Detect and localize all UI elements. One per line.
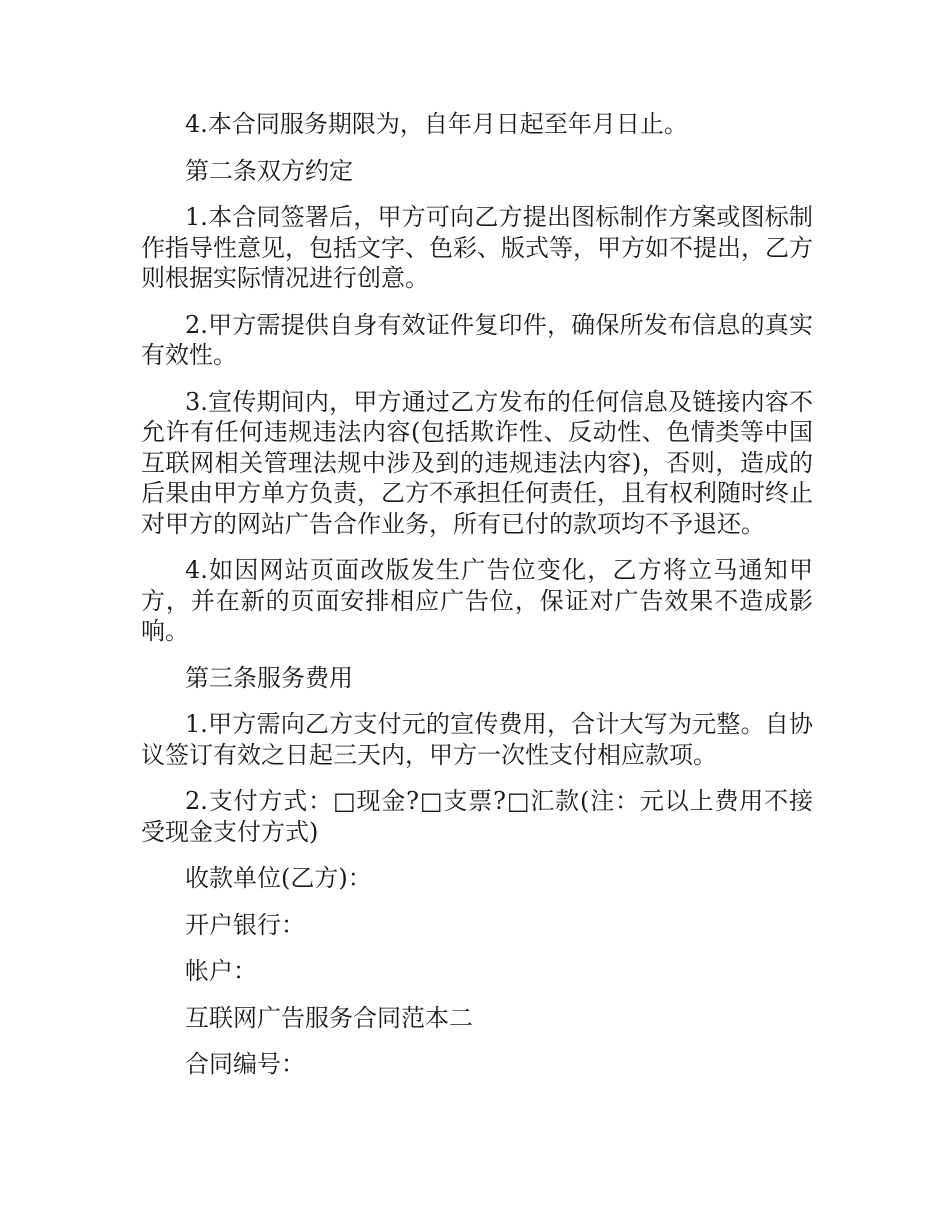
template-2-title: 互联网广告服务合同范本二 bbox=[185, 1003, 473, 1032]
fee-clause-1: 1.甲方需向乙方支付元的宣传费用，合计大写为元整。自协议签订有效之日起三天内，甲方一次性支付相应款项。 bbox=[141, 710, 813, 769]
section-2-heading: 第二条双方约定 bbox=[185, 156, 353, 185]
contract-number-label: 合同编号： bbox=[185, 1050, 305, 1078]
bank-label: 开户银行： bbox=[185, 910, 305, 939]
agreement-clause-1: 1.本合同签署后，甲方可向乙方提出图标制作方案或图标制作指导性意见，包括文字、色彩、版式等，甲方如不提出，乙方则根据实际情况进行创意。 bbox=[141, 203, 813, 292]
section-3-heading: 第三条服务费用 bbox=[185, 663, 353, 692]
agreement-clause-2: 2.甲方需提供自身有效证件复印件，确保所发布信息的真实有效性。 bbox=[141, 310, 813, 369]
payee-label: 收款单位(乙方)： bbox=[185, 864, 372, 892]
document-body bbox=[141, 109, 813, 1096]
payment-method-clause: 2.支付方式：□现金?□支票?□汇款(注：元以上费用不接受现金支付方式) bbox=[141, 787, 813, 846]
service-term-paragraph: 4.本合同服务期限为，自年月日起至年月日止。 bbox=[185, 110, 688, 138]
account-label: 帐户： bbox=[185, 957, 257, 985]
agreement-clause-4: 4.如因网站页面改版发生广告位变化，乙方将立马通知甲方，并在新的页面安排相应广告位，保证对广告效果不造成影响。 bbox=[141, 556, 813, 645]
agreement-clause-3: 3.宣传期间内，甲方通过乙方发布的任何信息及链接内容不允许有任何违规违法内容(包括欺诈性、反动性、色情类等中国互联网相关管理法规中涉及到的违规违法内容)，否则，造成的后果由甲方单方负责，乙方不承担任何责任，且有权利随时终止对甲方的网站广告合作业务，所有已付的款项均不予退还。 bbox=[141, 387, 813, 538]
